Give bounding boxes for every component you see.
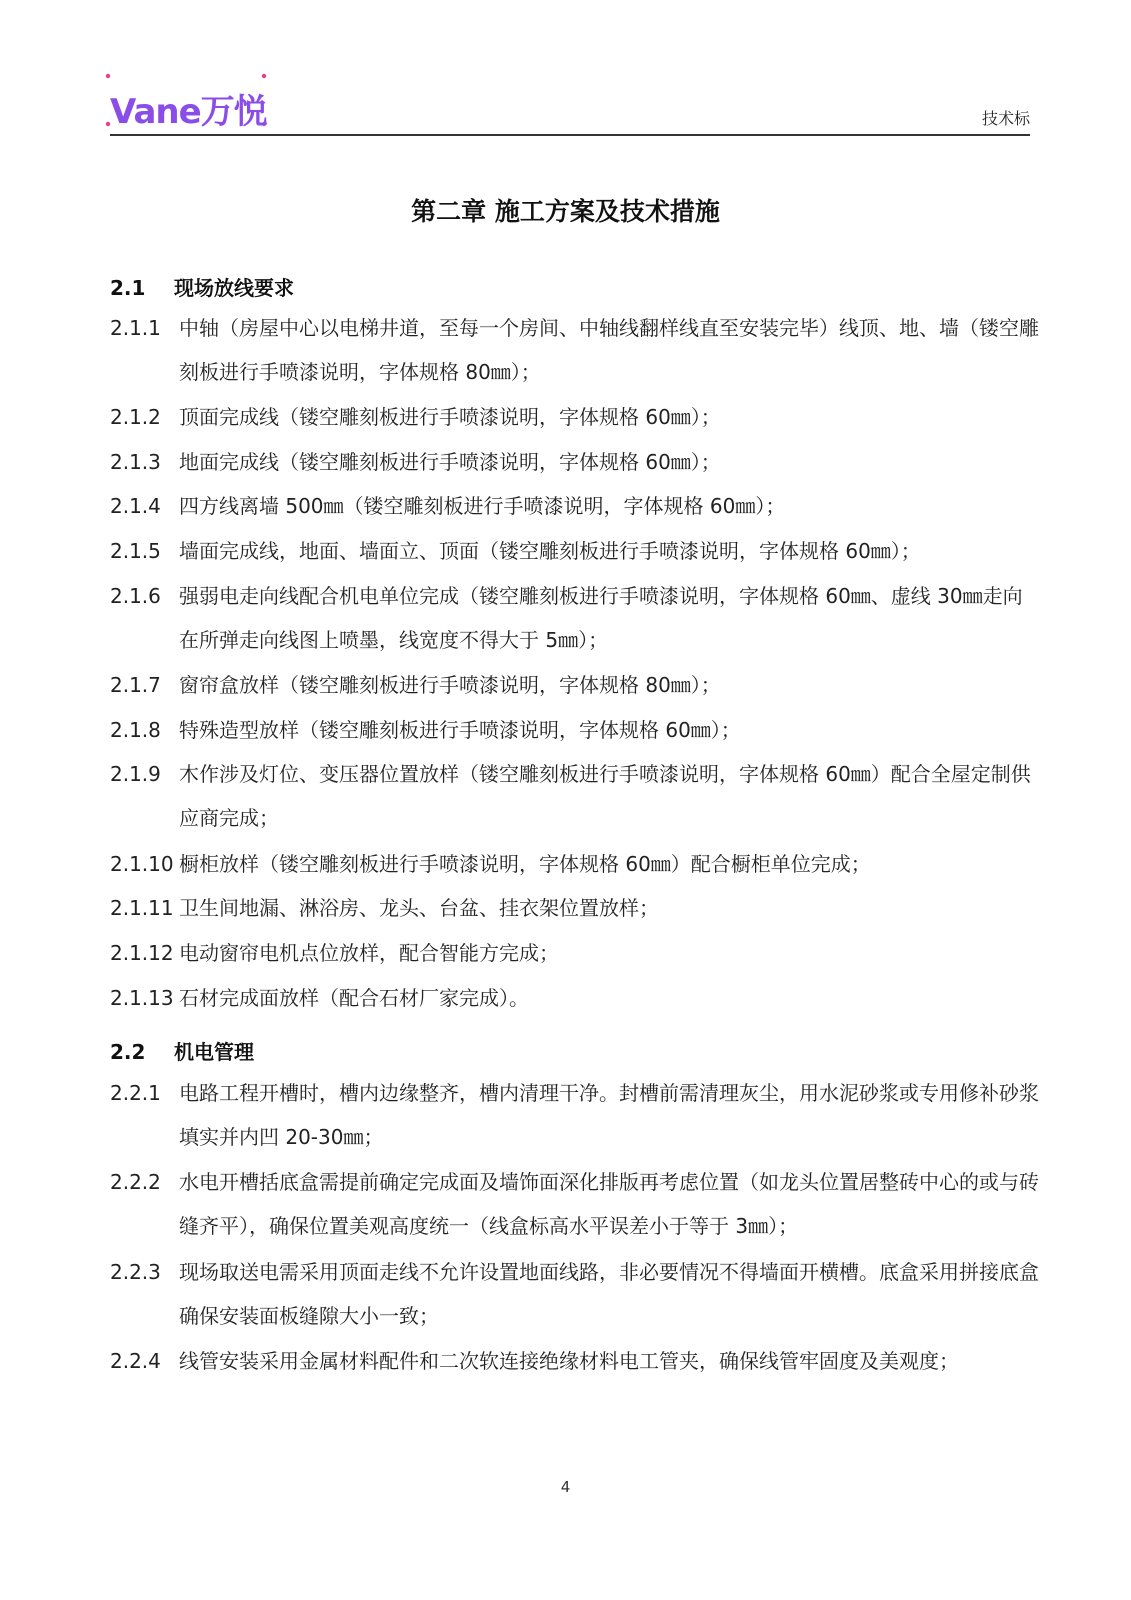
item-number: 2.2.1 xyxy=(110,1081,161,1105)
item-number: 2.1.4 xyxy=(110,494,161,518)
logo-text: Vane万悦 xyxy=(110,92,267,132)
list-item xyxy=(110,1250,1040,1338)
document-type-label: 技术标 xyxy=(981,109,1030,128)
list-item xyxy=(110,931,1040,975)
item-number: 2.1.6 xyxy=(110,584,161,608)
section-number: 2.2 xyxy=(110,1040,146,1064)
list-item xyxy=(110,663,1040,707)
page-number: 4 xyxy=(560,1478,571,1496)
item-text: 强弱电走向线配合机电单位完成（镂空雕刻板进行手喷漆说明，字体规格 60㎜、虚线 30㎜走向在所弹走向线图上喷墨，线宽度不得大于 5㎜）； xyxy=(179,584,1023,652)
section-heading xyxy=(110,1036,254,1065)
item-text: 地面完成线（镂空雕刻板进行手喷漆说明，字体规格 60㎜）； xyxy=(179,450,721,474)
item-text: 线管安装采用金属材料配件和二次软连接绝缘材料电工管夹，确保线管牢固度及美观度； xyxy=(179,1349,959,1373)
section-number: 2.1 xyxy=(110,276,146,300)
item-text: 电动窗帘电机点位放样，配合智能方完成； xyxy=(179,941,559,965)
item-number: 2.1.7 xyxy=(110,673,161,697)
vane-logo xyxy=(110,80,270,132)
item-number: 2.1.13 xyxy=(110,986,174,1010)
item-text: 卫生间地漏、淋浴房、龙头、台盆、挂衣架位置放样； xyxy=(179,896,659,920)
list-item xyxy=(110,574,1040,662)
item-number: 2.1.5 xyxy=(110,539,161,563)
list-item xyxy=(110,1339,1040,1383)
chapter-title: 第二章 施工方案及技术措施 xyxy=(411,197,720,226)
item-text: 特殊造型放样（镂空雕刻板进行手喷漆说明，字体规格 60㎜）； xyxy=(179,718,741,742)
list-item xyxy=(110,395,1040,439)
list-item xyxy=(110,484,1040,528)
item-text: 橱柜放样（镂空雕刻板进行手喷漆说明，字体规格 60㎜）配合橱柜单位完成； xyxy=(179,852,871,876)
item-text: 中轴（房屋中心以电梯井道，至每一个房间、中轴线翻样线直至安装完毕）线顶、地、墙（镂空雕刻板进行手喷漆说明，字体规格 80㎜）； xyxy=(179,316,1039,384)
list-item xyxy=(110,886,1040,930)
item-text: 墙面完成线，地面、墙面立、顶面（镂空雕刻板进行手喷漆说明，字体规格 60㎜）； xyxy=(179,539,921,563)
item-text: 现场取送电需采用顶面走线不允许设置地面线路，非必要情况不得墙面开横槽。底盒采用拼接底盒确保安装面板缝隙大小一致； xyxy=(179,1260,1039,1328)
list-item xyxy=(110,708,1040,752)
item-text: 窗帘盒放样（镂空雕刻板进行手喷漆说明，字体规格 80㎜）； xyxy=(179,673,721,697)
item-text: 四方线离墙 500㎜（镂空雕刻板进行手喷漆说明，字体规格 60㎜）； xyxy=(179,494,786,518)
list-item xyxy=(110,1071,1040,1159)
item-number: 2.1.3 xyxy=(110,450,161,474)
item-number: 2.1.10 xyxy=(110,852,174,876)
item-number: 2.1.11 xyxy=(110,896,174,920)
item-number: 2.1.1 xyxy=(110,316,161,340)
list-item xyxy=(110,306,1040,394)
item-number: 2.1.12 xyxy=(110,941,174,965)
page-header xyxy=(110,72,1030,136)
list-item xyxy=(110,1160,1040,1248)
section-title: 机电管理 xyxy=(174,1040,254,1064)
list-item xyxy=(110,752,1040,840)
item-number: 2.2.2 xyxy=(110,1170,161,1194)
item-number: 2.2.3 xyxy=(110,1260,161,1284)
section-heading xyxy=(110,272,294,301)
item-text: 电路工程开槽时，槽内边缘整齐，槽内清理干净。封槽前需清理灰尘，用水泥砂浆或专用修补砂浆填实并内凹 20-30㎜； xyxy=(179,1081,1039,1149)
item-text: 水电开槽括底盒需提前确定完成面及墙饰面深化排版再考虑位置（如龙头位置居整砖中心的或与砖缝齐平），确保位置美观高度统一（线盒标高水平误差小于等于 3㎜）； xyxy=(179,1170,1039,1238)
item-text: 木作涉及灯位、变压器位置放样（镂空雕刻板进行手喷漆说明，字体规格 60㎜）配合全屋定制供应商完成； xyxy=(179,762,1031,830)
list-item xyxy=(110,976,1040,1020)
header-divider xyxy=(110,134,1030,136)
item-number: 2.1.9 xyxy=(110,762,161,786)
item-number: 2.2.4 xyxy=(110,1349,161,1373)
item-number: 2.1.2 xyxy=(110,405,161,429)
list-item xyxy=(110,440,1040,484)
item-text: 顶面完成线（镂空雕刻板进行手喷漆说明，字体规格 60㎜）； xyxy=(179,405,721,429)
list-item xyxy=(110,842,1040,886)
list-item xyxy=(110,529,1040,573)
item-text: 石材完成面放样（配合石材厂家完成）。 xyxy=(179,986,529,1010)
section-title: 现场放线要求 xyxy=(174,276,294,300)
item-number: 2.1.8 xyxy=(110,718,161,742)
